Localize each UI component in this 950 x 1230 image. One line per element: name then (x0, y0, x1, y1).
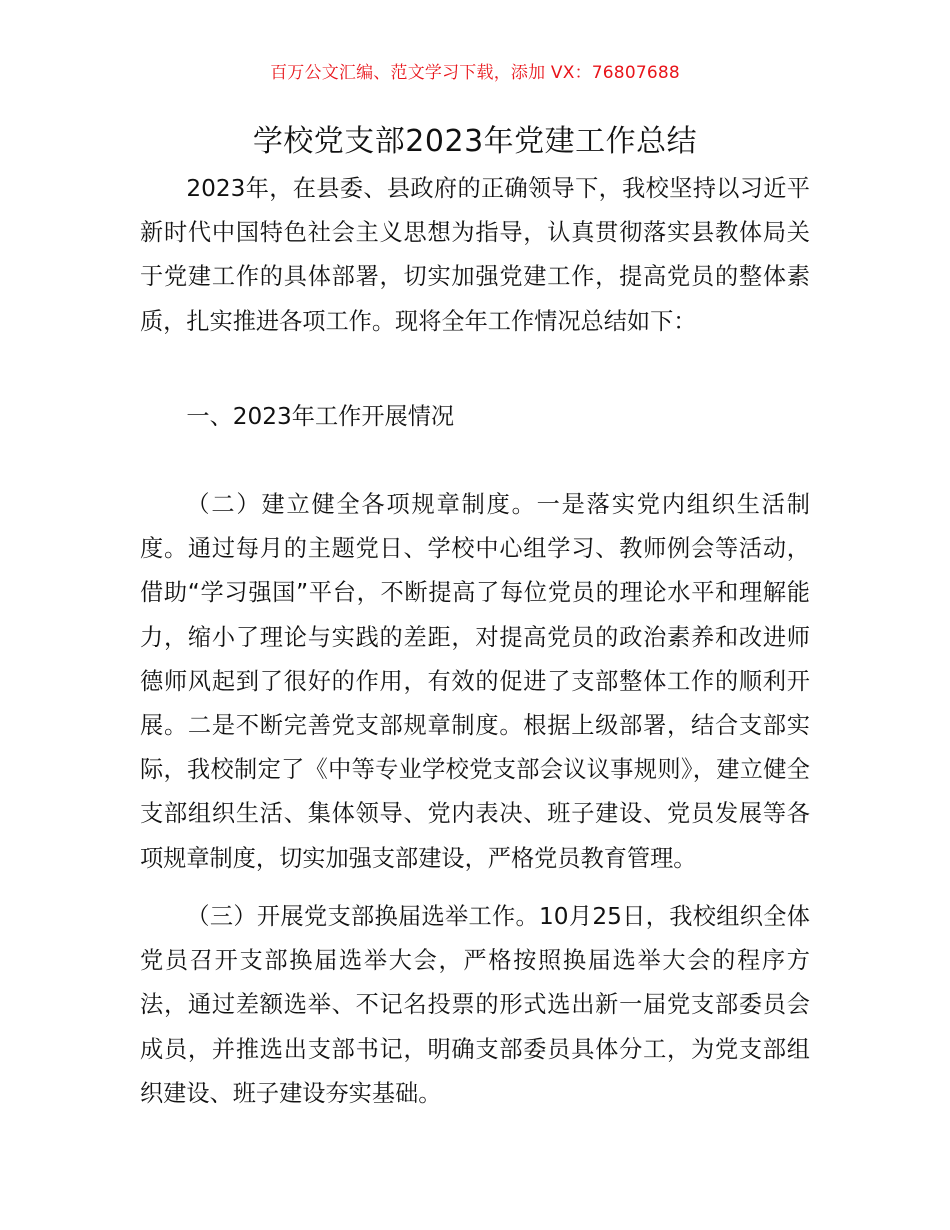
section-heading: 一、2023年工作开展情况 (186, 403, 455, 430)
promo-header-note: 百万公文汇编、范文学习下载，添加 VX：76807688 (270, 63, 680, 83)
document-title: 学校党支部2023年党建工作总结 (252, 124, 698, 159)
section-heading-block (140, 395, 810, 439)
subsection-three-paragraph: （三）开展党支部换届选举工作。10月25日，我校组织全体党员召开支部换届选举大会，严格按照换届选举大会的程序方法，通过差额选举、不记名投票的形式选出新一届党支部委员会成员，并推选出支部书记，明确支部委员具体分工，为党支部组织建设、班子建设夯实基础。 (140, 903, 810, 1107)
subsection-two-block (140, 483, 810, 881)
subsection-three-block (140, 895, 810, 1116)
intro-paragraph-block (140, 167, 810, 344)
intro-paragraph: 2023年，在县委、县政府的正确领导下，我校坚持以习近平新时代中国特色社会主义思想为指导，认真贯彻落实县教体局关于党建工作的具体部署，切实加强党建工作，提高党员的整体素质，扎实推进各项工作。现将全年工作情况总结如下： (140, 175, 810, 335)
subsection-two-paragraph: （二）建立健全各项规章制度。一是落实党内组织生活制度。通过每月的主题党日、学校中心组学习、教师例会等活动，借助“学习强国”平台，不断提高了每位党员的理论水平和理解能力，缩小了理论与实践的差距，对提高党员的政治素养和改进师德师风起到了很好的作用，有效的促进了支部整体工作的顺利开展。二是不断完善党支部规章制度。根据上级部署，结合支部实际，我校制定了《中等专业学校党支部会议议事规则》，建立健全支部组织生活、集体领导、党内表决、班子建设、党员发展等各项规章制度，切实加强支部建设，严格党员教育管理。 (140, 491, 810, 872)
